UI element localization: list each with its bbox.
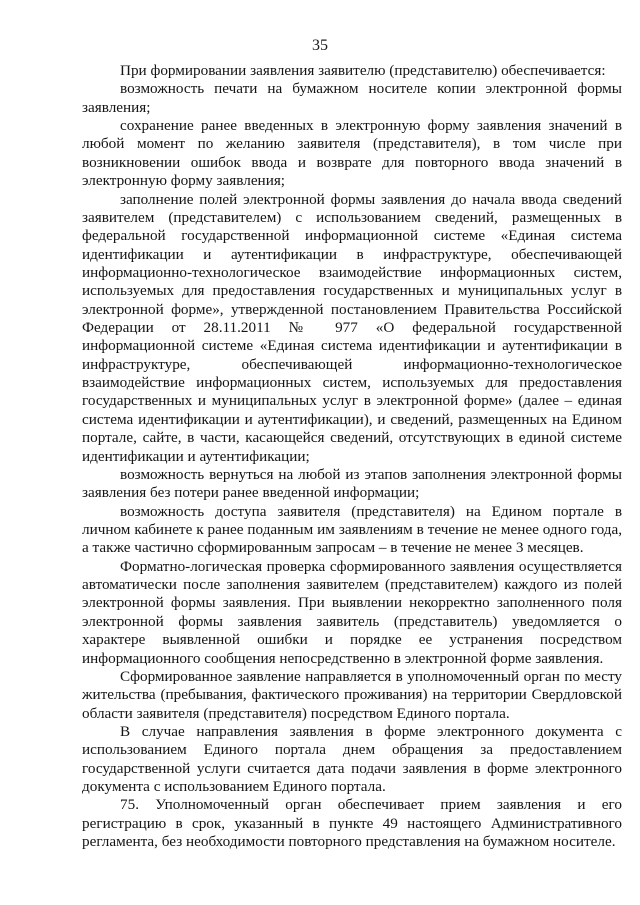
paragraph-print-copy: возможность печати на бумажном носителе копии электронной формы заявления; <box>82 80 622 116</box>
paragraph-item-75: 75. Уполномоченный орган обеспечивает прием заявления и его регистрацию в срок, указанный в пункте 49 настоящего Административного регламента, без необходимости повторного представления на бумажном носителе. <box>82 796 622 851</box>
paragraph-autofill-fields: заполнение полей электронной формы заявления до начала ввода сведений заявителем (представителем) с использованием сведений, размещенных в федеральной государственной информационной системе «Единая система идентификации и аутентификации в инфраструктуре, обеспечивающей информационно-технологическое взаимодействие информационных систем, используемых для предоставления государственных и муниципальных услуг в электронной форме», утвержденной постановлением Правительства Российской Федерации от 28.11.2011 № 977 «О федеральной государственной информационной системе «Единая система идентификации и аутентификации в инфраструктуре, обеспечивающей информационно-технологическое взаимодействие информационных систем, используемых для предоставления государственных и муниципальных услуг в электронной форме» (далее – единая система идентификации и аутентификации), и сведений, размещенных на Едином портале, сайте, в части, касающейся сведений, отсутствующих в единой системе идентификации и аутентификации; <box>82 190 622 465</box>
paragraph-format-logical-check: Форматно-логическая проверка сформированного заявления осуществляется автоматически после заполнения заявителем (представителем) каждого из полей электронной формы заявления. При выявлении некорректно заполненного поля электронной формы заявления заявитель (представитель) уведомляется о характере выявленной ошибки и порядке ее устранения посредством информационного сообщения непосредственно в электронной форме заявления. <box>82 557 622 667</box>
paragraph-save-values: сохранение ранее введенных в электронную форму заявления значений в любой момент по желанию заявителя (представителя), в том числе при возникновении ошибок ввода и возврате для повторного ввода значений в электронную форму заявления; <box>82 117 622 190</box>
paragraph-submission-date: В случае направления заявления в форме электронного документа с использованием Единого портала днем обращения за предоставлением государственной услуги считается дата подачи заявления в форме электронного документа с использованием Единого портала. <box>82 722 622 796</box>
paragraph-submission-routing: Сформированное заявление направляется в уполномоченный орган по месту жительства (пребывания, фактического проживания) на территории Свердловской области заявителя (представителя) посредством Единого портала. <box>82 667 622 722</box>
page-number: 35 <box>312 37 328 54</box>
paragraph-personal-cabinet-access: возможность доступа заявителя (представителя) на Едином портале в личном кабинете к ранее поданным им заявлениям в течение не менее одного года, а также частично сформированным запросам – в течение не менее 3 месяцев. <box>82 502 622 557</box>
paragraph-return-to-step: возможность вернуться на любой из этапов заполнения электронной формы заявления без потери ранее введенной информации; <box>82 465 622 502</box>
paragraph-intro: При формировании заявления заявителю (представителю) обеспечивается: <box>120 62 606 79</box>
page-body <box>82 62 622 851</box>
